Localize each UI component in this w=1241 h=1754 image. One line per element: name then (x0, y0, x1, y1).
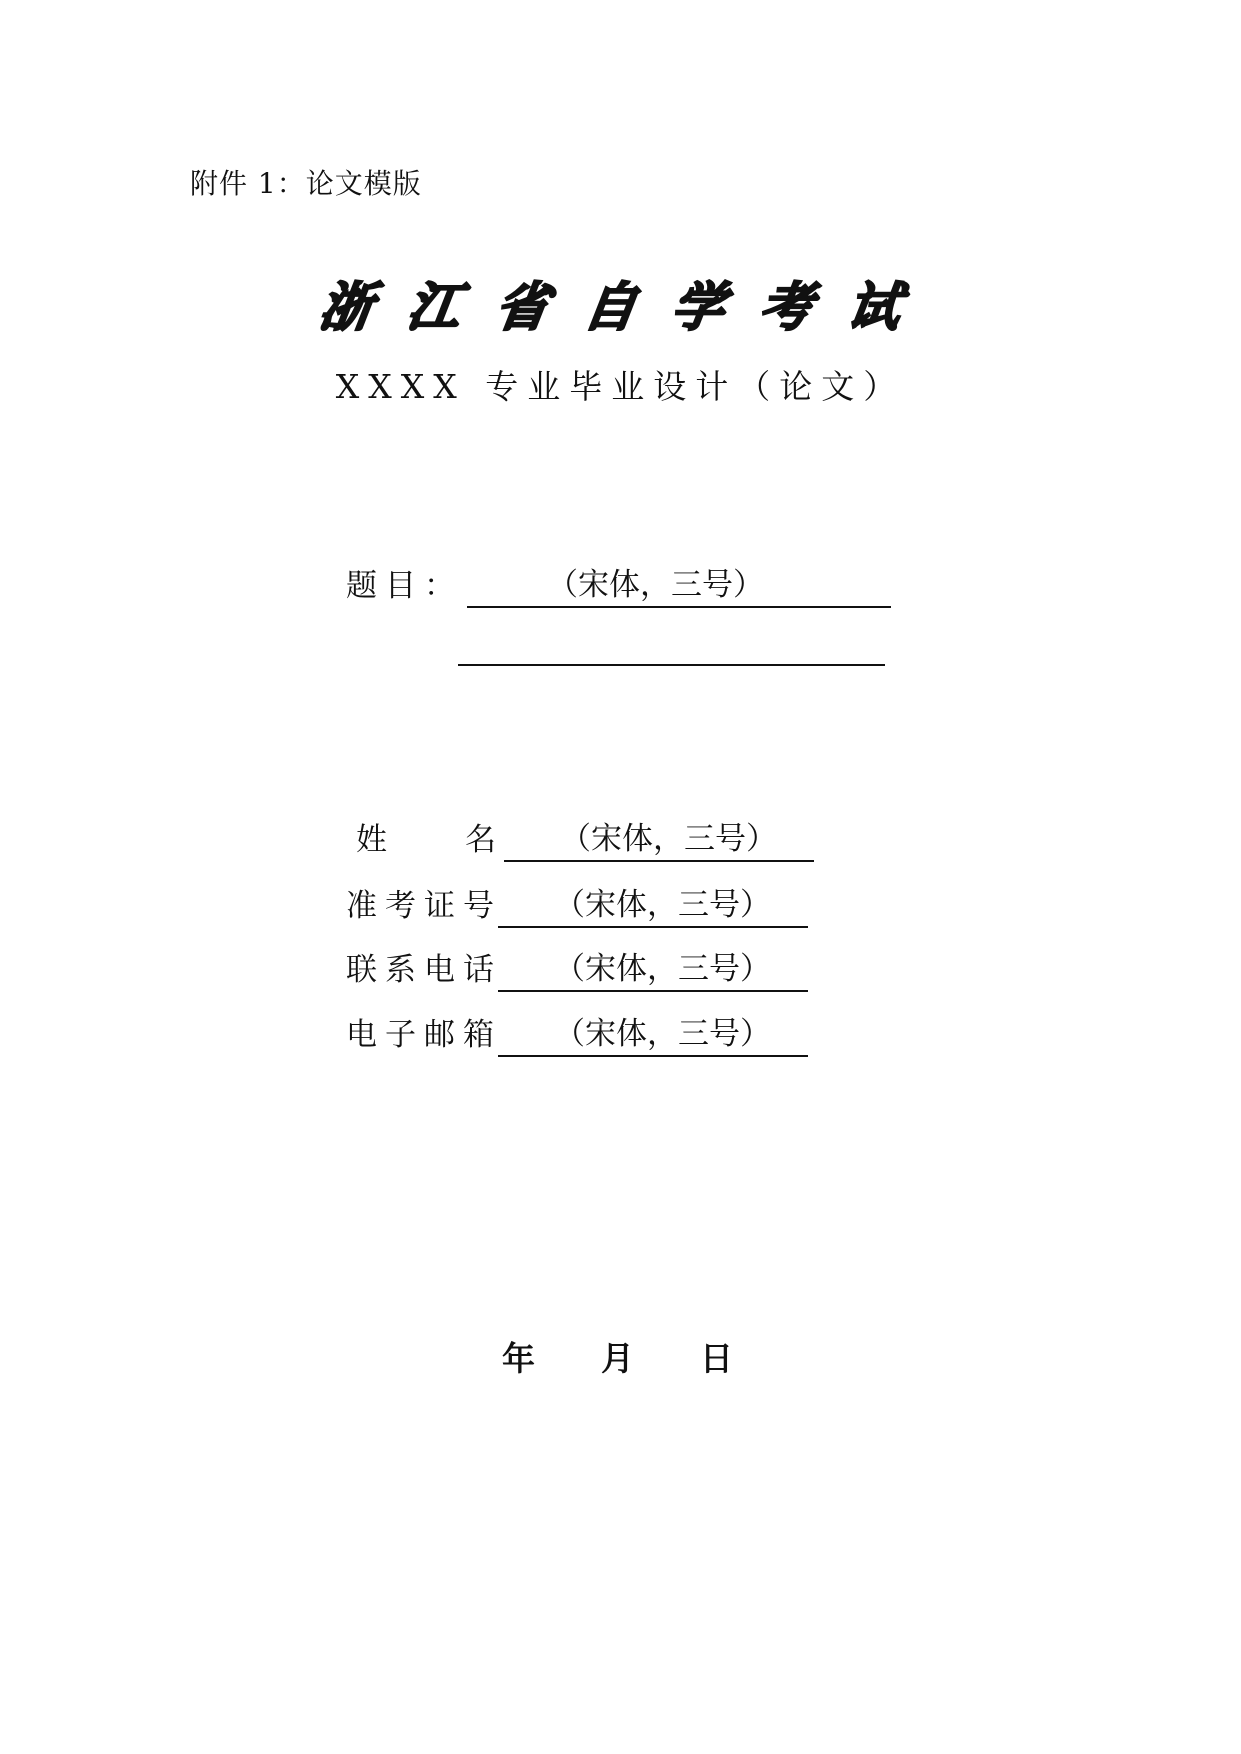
title-char: 省 (491, 277, 553, 338)
attachment-note: 附件 1：论文模版 (190, 167, 422, 200)
phone-field[interactable]: （宋体，三号） (498, 948, 808, 992)
name-label (346, 818, 504, 862)
title-char: 自 (579, 277, 641, 338)
email-field[interactable]: （宋体，三号） (498, 1013, 808, 1057)
phone-label: 联系电话 (346, 952, 502, 988)
title-char: 试 (843, 277, 905, 338)
title-char: 江 (403, 277, 465, 338)
name-field[interactable]: （宋体，三号） (504, 818, 814, 862)
name-label-first: 姓 (356, 822, 387, 858)
topic-field-line-2[interactable] (458, 664, 885, 666)
title-char: 学 (667, 277, 729, 338)
title-char: 浙 (315, 277, 377, 338)
date-row (502, 1336, 733, 1382)
topic-label: 题目： (346, 568, 463, 604)
topic-field[interactable]: （宋体，三号） (467, 564, 891, 608)
title-char: 考 (755, 277, 817, 338)
name-row (346, 816, 814, 862)
date-month: 月 (601, 1339, 634, 1378)
phone-row (346, 946, 808, 992)
subtitle: XXXX 专业毕业设计（论文） (335, 367, 906, 406)
topic-row (346, 560, 891, 608)
exam-id-field[interactable]: （宋体，三号） (498, 884, 808, 928)
exam-id-label: 准考证号 (346, 888, 502, 924)
main-title (315, 268, 905, 348)
email-label: 电子邮箱 (346, 1017, 502, 1053)
exam-id-row (346, 882, 808, 928)
name-label-last: 名 (465, 822, 496, 858)
date-year: 年 (502, 1339, 535, 1378)
email-row (346, 1011, 808, 1057)
date-day: 日 (700, 1339, 733, 1378)
